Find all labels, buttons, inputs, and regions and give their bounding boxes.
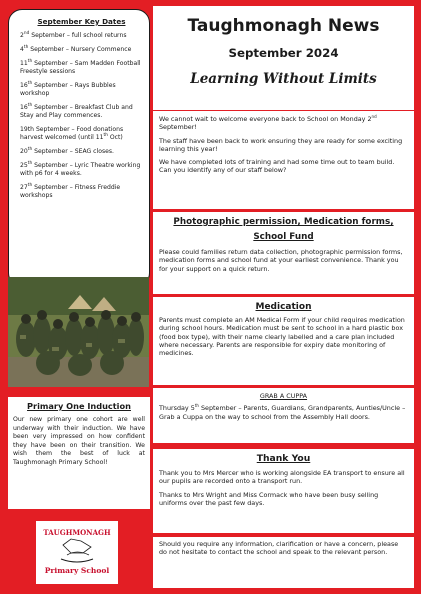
induction-heading: Primary One Induction <box>27 401 131 411</box>
induction-body: Our new primary one cohort are well underway with their induction. We have been very impressed on how confident they have been on their transition. We wish them the best of luck at Taughmonagh Primary School! <box>13 416 145 466</box>
key-date-item: 4th September – Nursery Commence <box>20 44 132 53</box>
staff-team-photo <box>8 277 149 387</box>
cuppa-heading: GRAB A CUPPA <box>259 392 308 400</box>
svg-text:TAUGHMONAGH: TAUGHMONAGH <box>43 528 111 537</box>
welcome-panel <box>153 111 414 209</box>
key-date-item: 2nd September – full school returns <box>20 30 127 39</box>
welcome-paragraph-3: We have completed lots of training and had some time out to team build. Can you identify any of our staff below? <box>159 158 395 175</box>
school-logo <box>36 521 118 584</box>
key-date-item: 20th September – SEAG closes. <box>20 146 114 155</box>
contact-panel <box>153 537 414 588</box>
staff-photo-graphic <box>8 277 149 387</box>
welcome-paragraph-2: The staff have been back to work ensuring they are ready for some exciting learning this year! <box>159 136 403 153</box>
welcome-paragraph-1: We cannot wait to welcome everyone back to School on Monday 2nd September! <box>159 113 377 132</box>
school-motto: Learning Without Limits <box>190 71 377 87</box>
key-date-item: 19th September – Food donations harvest welcomed (until 11th Oct) <box>20 125 124 141</box>
key-date-item: 27th September – Fitness Freddie workshops <box>20 182 121 199</box>
photo-permission-body: Please could families return data collection, photographic permission forms, medication forms and school fund at your earliest convenience. Thank you for your support on a quick return. <box>159 248 403 273</box>
thank-you-panel <box>153 449 414 533</box>
medication-body: Parents must complete an AM Medical Form if your child requires medication during school hours. Medication must be sent to school in a hard plastic box (food box type), with their name clearly labelled and a care plan included where necessary. Parents are responsible for expiry date monitoring of medicines. <box>159 316 405 358</box>
cuppa-body: Thursday 5th September – Parents, Guardians, Grandparents, Aunties/Uncle – Grab a Cuppa on the way to school from the Assembly Hall doors. <box>159 403 406 421</box>
thank-you-heading: Thank You <box>256 453 311 464</box>
photo-permission-panel <box>153 212 414 294</box>
key-date-item: 11th September – Sam Madden Football Freestyle sessions <box>20 58 141 75</box>
medication-heading: Medication <box>255 302 312 312</box>
svg-text:Primary School: Primary School <box>44 566 110 575</box>
thank-you-paragraph-1: Thank you to Mrs Mercer who is working alongside EA transport to ensure all our pupils are recorded onto a transport run. <box>159 469 405 486</box>
key-date-item: 16th September – Breakfast Club and Stay and Play commences. <box>20 102 133 119</box>
key-dates-heading: September Key Dates <box>37 17 126 26</box>
thank-you-paragraph-2: Thanks to Mrs Wright and Miss Cormack who have been busy selling uniforms over the past few days. <box>159 490 379 507</box>
photo-permission-heading: Photographic permission, Medication forms, School Fund <box>173 217 394 242</box>
newsletter-date: September 2024 <box>228 46 339 60</box>
grab-a-cuppa-panel <box>153 388 414 443</box>
primary-one-induction-panel <box>8 397 150 509</box>
school-crest-graphic <box>36 521 118 584</box>
key-date-item: 16th September – Rays Bubbles workshop <box>20 80 116 97</box>
key-dates-list <box>20 32 143 200</box>
key-dates-panel <box>8 9 150 287</box>
medication-panel <box>153 297 414 385</box>
key-date-item: 25th September – Lyric Theatre working with p6 for 4 weeks. <box>20 160 141 177</box>
newsletter-header <box>153 6 414 110</box>
contact-body: Should you require any information, clarification or have a concern, please do not hesitate to contact the school and speak to the relevant person. <box>159 540 399 557</box>
newsletter-title: Taughmonagh News <box>187 16 380 36</box>
